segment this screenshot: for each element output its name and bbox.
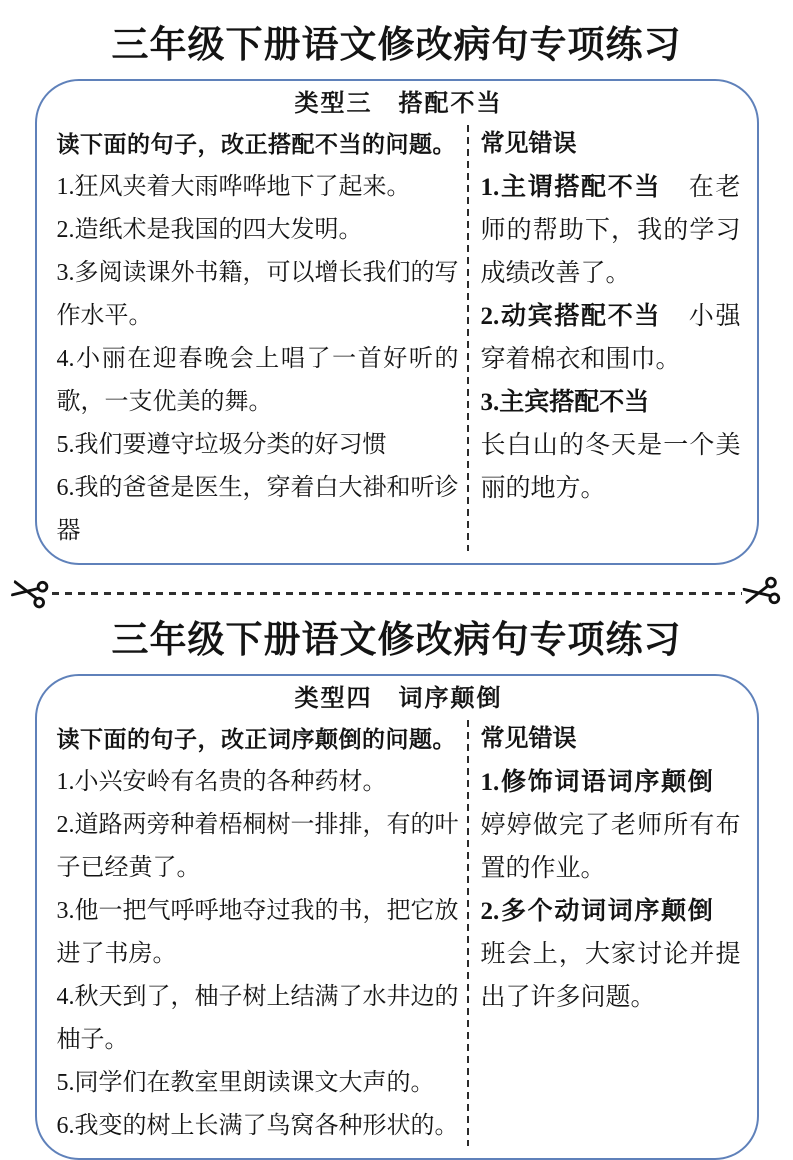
error-example-text: 小强穿着棉衣和围巾。: [480, 303, 741, 373]
scissors-icon: [740, 572, 784, 613]
scissors-icon: [8, 572, 52, 613]
error-type-label: 2.动宾搭配不当: [480, 303, 662, 330]
error-example-text: 长白山的冬天是一个美丽的地方。: [480, 432, 741, 502]
error-example-text: 在老师的帮助下，我的学习成绩改善了。: [480, 174, 741, 287]
exercise-sentence: 4.秋天到了，柚子树上结满了水井边的柚子。: [56, 984, 459, 1053]
exercise-sentence: 3.多阅读课外书籍，可以增长我们的写作水平。: [56, 260, 459, 329]
error-type-label: 1.主谓搭配不当: [480, 174, 662, 201]
cut-dashed-line: [52, 592, 742, 595]
exercise-sentence: 3.他一把气呼呼地夺过我的书，把它放进了书房。: [56, 898, 459, 967]
common-errors-column: [469, 123, 741, 553]
error-example-text: 婷婷做完了老师所有布置的作业。: [480, 812, 741, 882]
exercise-instruction: 读下面的句子，改正搭配不当的问题。: [56, 132, 456, 157]
common-errors-header: 常见错误: [480, 131, 577, 157]
exercise-column: [57, 123, 459, 553]
exercise-sentence: 5.我们要遵守垃圾分类的好习惯: [56, 432, 387, 458]
page-title: 三年级下册语文修改病句专项练习: [111, 25, 682, 66]
error-example: [481, 890, 741, 1019]
exercise-sentence: 1.狂风夹着大雨哗哗地下了起来。: [56, 174, 411, 200]
section-columns: [57, 718, 741, 1148]
section-type3-box: [35, 79, 759, 565]
exercise-sentence: 5.同学们在教室里朗读课文大声的。: [56, 1070, 435, 1096]
exercise-sentence: 4.小丽在迎春晚会上唱了一首好听的歌，一支优美的舞。: [56, 346, 459, 415]
cut-line: [12, 575, 782, 611]
exercise-instruction: 读下面的句子，改正词序颠倒的问题。: [56, 727, 456, 752]
exercise-sentence: 6.我变的树上长满了鸟窝各种形状的。: [56, 1113, 459, 1139]
section-columns: [57, 123, 741, 553]
error-example: [481, 166, 741, 295]
error-example-text: 班会上，大家讨论并提出了许多问题。: [480, 941, 741, 1011]
exercise-sentence: 6.我的爸爸是医生，穿着白大褂和听诊器: [56, 475, 459, 544]
exercise-sentence: 2.造纸术是我国的四大发明。: [56, 217, 363, 243]
error-type-label: 2.多个动词词序颠倒: [480, 898, 715, 925]
error-example: [481, 295, 741, 381]
error-example: [481, 381, 741, 510]
section-type4-box: [35, 674, 759, 1160]
exercise-column: [57, 718, 459, 1148]
error-example: [481, 761, 741, 890]
page-title: 三年级下册语文修改病句专项练习: [111, 620, 682, 661]
error-type-label: 1.修饰词语词序颠倒: [480, 769, 715, 796]
common-errors-column: [469, 718, 741, 1148]
common-errors-header: 常见错误: [480, 726, 577, 752]
section-subtitle: 类型三 搭配不当: [294, 91, 503, 117]
exercise-sentence: 2.道路两旁种着梧桐树一排排，有的叶子已经黄了。: [56, 812, 459, 881]
error-type-label: 3.主宾搭配不当: [480, 389, 650, 416]
section-subtitle: 类型四 词序颠倒: [294, 686, 503, 712]
exercise-sentence: 1.小兴安岭有名贵的各种药材。: [56, 769, 387, 795]
